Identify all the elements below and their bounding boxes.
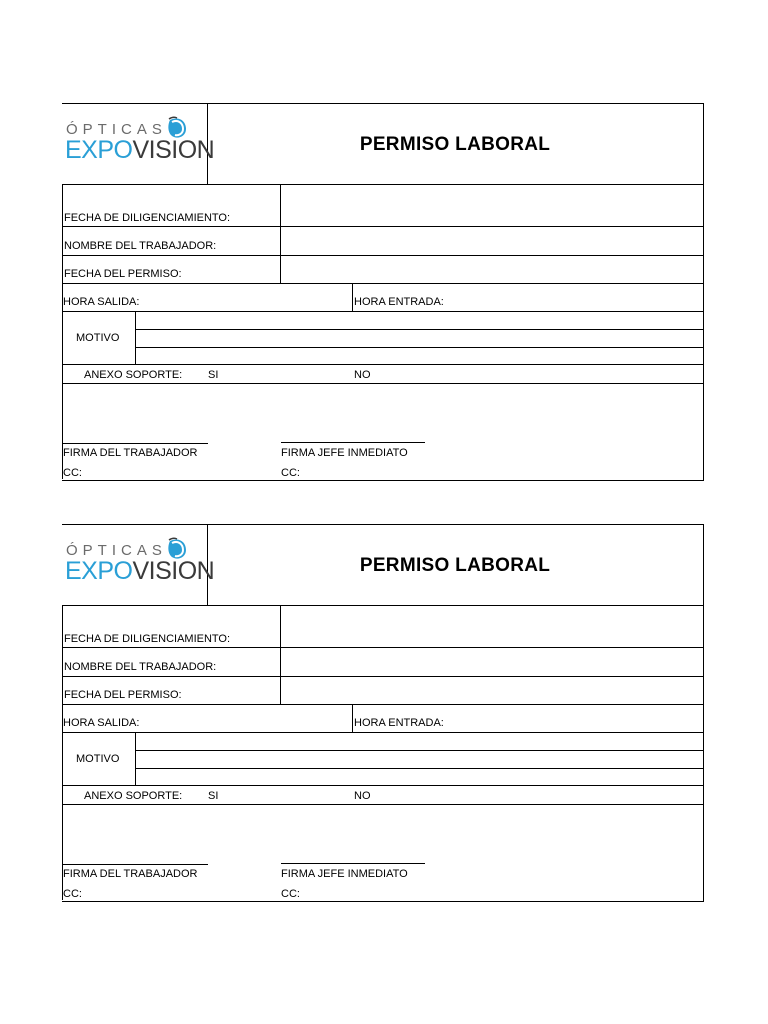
- label-motivo: MOTIVO: [76, 332, 120, 344]
- company-logo: [62, 104, 215, 184]
- permiso-form-2: [62, 524, 704, 902]
- option-si: SI: [208, 369, 219, 381]
- permiso-form-1: [62, 103, 704, 481]
- row-firmas: [62, 805, 703, 900]
- row-motivo: [62, 312, 703, 365]
- label-hora-salida: HORA SALIDA:: [63, 296, 140, 308]
- signature-line-trabajador: [63, 443, 208, 444]
- form-title: PERMISO LABORAL: [359, 134, 551, 155]
- label-anexo-soporte: ANEXO SOPORTE:: [84, 790, 183, 802]
- row-firmas: [62, 384, 703, 479]
- motivo-line: [135, 347, 703, 348]
- label-firma-jefe: FIRMA JEFE INMEDIATO: [281, 868, 408, 880]
- motivo-line: [135, 329, 703, 330]
- form-header: [62, 524, 703, 606]
- label-fecha-diligenciamiento: FECHA DE DILIGENCIAMIENTO:: [64, 633, 231, 645]
- logo-lower-text: EXPOVISION: [65, 557, 215, 585]
- company-logo: [62, 525, 215, 605]
- row-anexo-soporte: [62, 365, 703, 384]
- row-nombre-trabajador: [62, 648, 703, 677]
- row-fecha-diligenciamiento: [62, 185, 703, 227]
- row-nombre-trabajador: [62, 227, 703, 256]
- form-header: [62, 103, 703, 185]
- row-motivo: [62, 733, 703, 786]
- label-motivo: MOTIVO: [76, 753, 120, 765]
- form-title: PERMISO LABORAL: [359, 555, 551, 576]
- option-si: SI: [208, 790, 219, 802]
- label-cc-trabajador: CC:: [63, 888, 82, 900]
- label-firma-jefe: FIRMA JEFE INMEDIATO: [281, 447, 408, 459]
- option-no: NO: [354, 369, 371, 381]
- signature-line-jefe: [281, 863, 425, 864]
- logo-upper-text: ÓPTICAS: [66, 121, 167, 138]
- row-horas: [62, 705, 703, 733]
- label-firma-trabajador: FIRMA DEL TRABAJADOR: [63, 447, 198, 459]
- signature-line-trabajador: [63, 864, 208, 865]
- row-horas: [62, 284, 703, 312]
- label-nombre-trabajador: NOMBRE DEL TRABAJADOR:: [64, 240, 217, 252]
- label-hora-entrada: HORA ENTRADA:: [354, 717, 444, 729]
- label-cc-jefe: CC:: [281, 467, 300, 479]
- label-fecha-permiso: FECHA DEL PERMISO:: [64, 689, 182, 701]
- option-no: NO: [354, 790, 371, 802]
- row-fecha-permiso: [62, 677, 703, 705]
- row-fecha-permiso: [62, 256, 703, 284]
- row-fecha-diligenciamiento: [62, 606, 703, 648]
- label-anexo-soporte: ANEXO SOPORTE:: [84, 369, 183, 381]
- label-hora-salida: HORA SALIDA:: [63, 717, 140, 729]
- label-hora-entrada: HORA ENTRADA:: [354, 296, 444, 308]
- label-cc-trabajador: CC:: [63, 467, 82, 479]
- label-fecha-diligenciamiento: FECHA DE DILIGENCIAMIENTO:: [64, 212, 231, 224]
- logo-lower-text: EXPOVISION: [65, 136, 215, 164]
- logo-upper-text: ÓPTICAS: [66, 542, 167, 559]
- label-fecha-permiso: FECHA DEL PERMISO:: [64, 268, 182, 280]
- label-nombre-trabajador: NOMBRE DEL TRABAJADOR:: [64, 661, 217, 673]
- label-cc-jefe: CC:: [281, 888, 300, 900]
- motivo-line: [135, 750, 703, 751]
- row-anexo-soporte: [62, 786, 703, 805]
- signature-line-jefe: [281, 442, 425, 443]
- motivo-line: [135, 768, 703, 769]
- label-firma-trabajador: FIRMA DEL TRABAJADOR: [63, 868, 198, 880]
